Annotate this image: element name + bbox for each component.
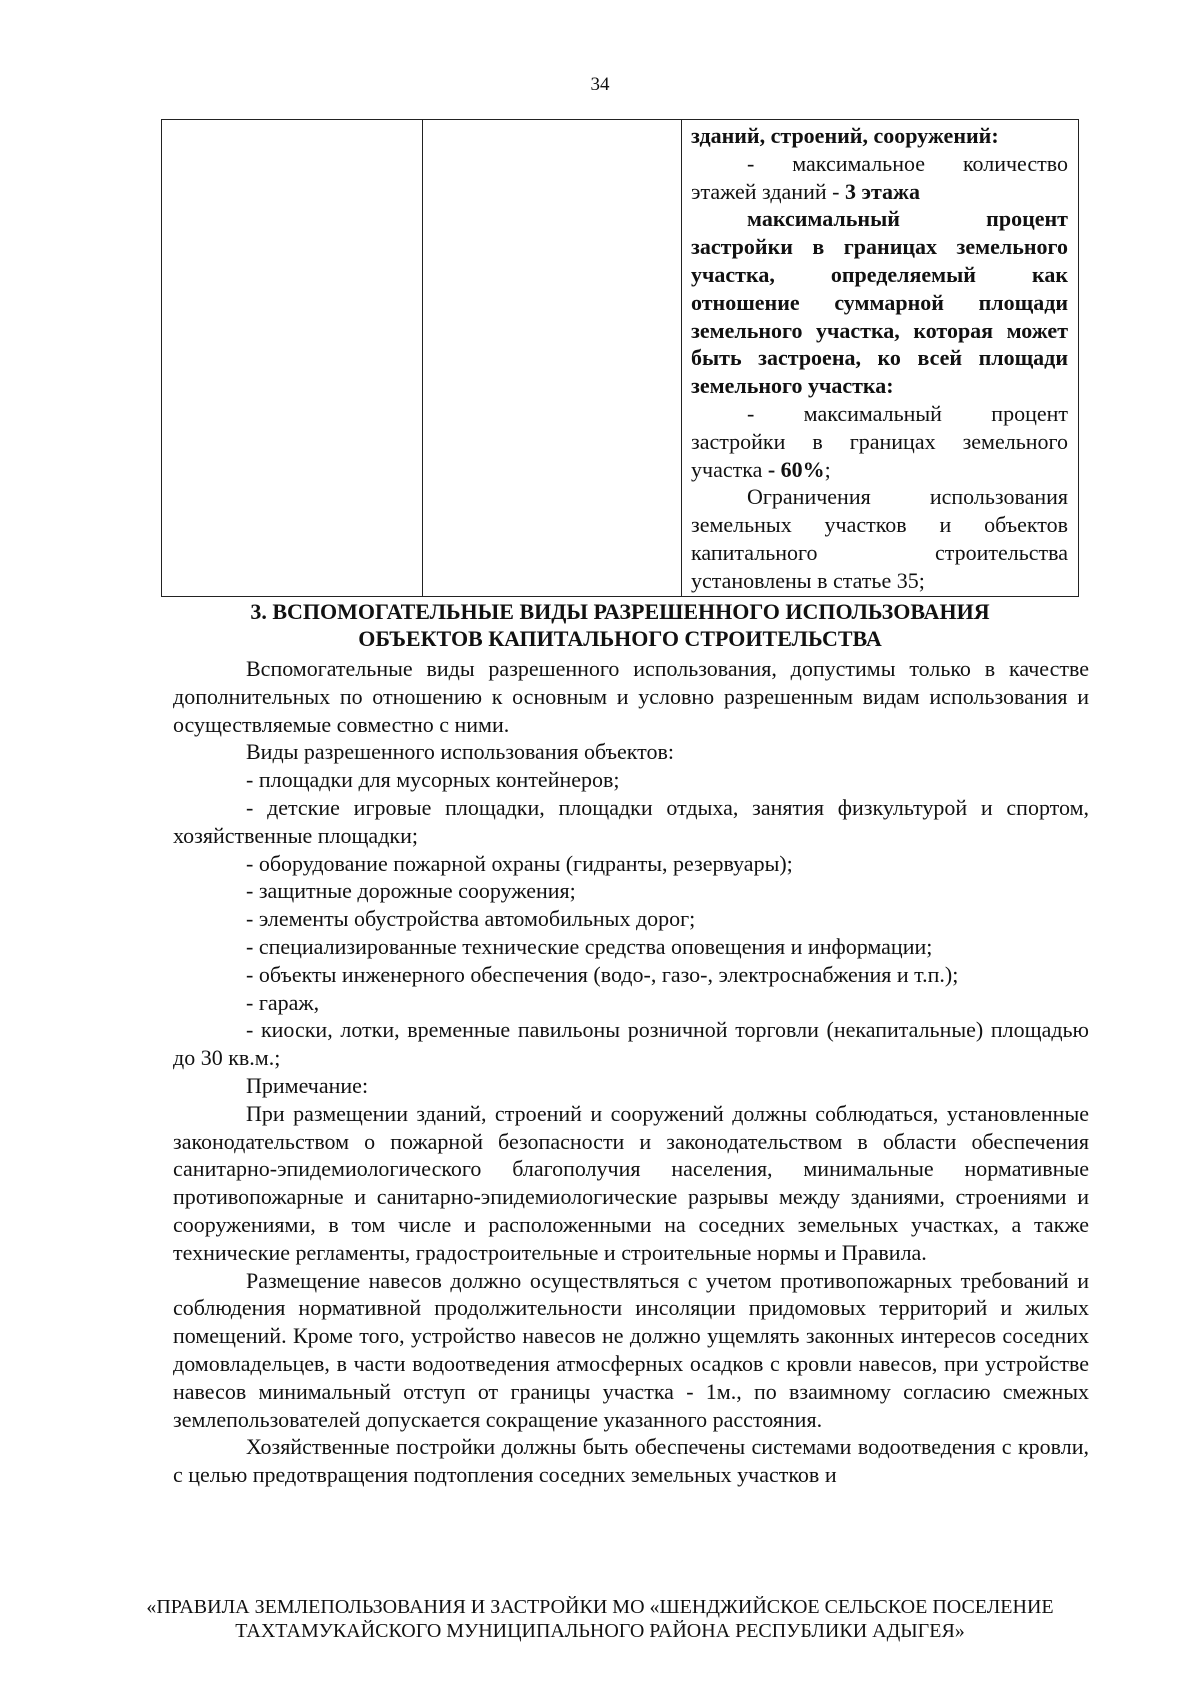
floors-text: - максимальное количество этажей зданий - [691,150,1068,204]
page-number: 34 [590,74,610,95]
coverage-value: - 60% [767,456,825,482]
list-item: - защитные дорожные сооружения; [246,878,576,904]
section-body [173,655,1089,1489]
note-label: Примечание: [246,1072,369,1098]
restrictions-paragraph: Ограничения использования земельных участков и объектов капитального строительства установлены в статье 35; [691,484,1068,593]
paragraph: Размещение навесов должно осуществляться с учетом противопожарных требований и соблюдения нормативной продолжительности инсоляции придомовых территорий и жилых помещений. Кроме того, устройство навесов не должно ущемлять законных интересов соседних домовладельцев, в части водоотведения атмосферных осадков с кровли навесов, при устройстве навесов минимальный отступ от границы участка - 1м., по взаимному согласию смежных землепользователей допускается сокращение указанного расстояния. [173,1267,1089,1432]
regulations-table [161,119,1079,597]
page-footer [100,1595,1100,1643]
list-item: - площадки для мусорных контейнеров; [246,767,620,793]
coverage-suffix: ; [824,456,831,482]
list-item: - киоски, лотки, временные павильоны розничной торговли (некапитальные) площадью до 30 кв.м.; [173,1017,1089,1071]
list-item: - детские игровые площадки, площадки отдыха, занятия физкультурой и спортом, хозяйственные площадки; [173,794,1089,848]
list-item: - элементы обустройства автомобильных дорог; [246,906,696,932]
footer-line-1: «ПРАВИЛА ЗЕМЛЕПОЛЬЗОВАНИЯ И ЗАСТРОЙКИ МО «ШЕНДЖИЙСКОЕ СЕЛЬСКОЕ ПОСЕЛЕНИЕ [146,1596,1054,1618]
list-item: - специализированные технические средства оповещения и информации; [246,933,933,959]
paragraph: Хозяйственные постройки должны быть обеспечены системами водоотведения с кровли, с целью предотвращения подтопления соседних земельных участков и [173,1434,1089,1488]
paragraph: Виды разрешенного использования объектов: [246,739,675,765]
heading-line-2: ОБЪЕКТОВ КАПИТАЛЬНОГО СТРОИТЕЛЬСТВА [358,626,882,651]
paragraph: Вспомогательные виды разрешенного использования, допустимы только в качестве дополнительных по отношению к основным и условно разрешенным видам использования и осуществляемые совместно с ними. [173,656,1089,737]
table-cell-parameters [682,120,1078,596]
list-item: - объекты инженерного обеспечения (водо-, газо-, электроснабжения и т.п.); [246,961,959,987]
table-cell-empty-2 [423,120,682,596]
coverage-heading: максимальный процент застройки в границах земельного участка, определяемый как отношение суммарной площади земельного участка, которая может быть застроена, ко всей площади земельного участка: [691,206,1068,399]
paragraph: При размещении зданий, строений и сооружений должны соблюдаться, установленные законодательством о пожарной безопасности и законодательством в области обеспечения санитарно-эпидемиологического благополучия населения, минимальные нормативные противопожарные и санитарно-эпидемиологические разрывы между зданиями, строениями и сооружениями, в том числе и расположенными на соседних земельных участках, а также технические регламенты, градостроительные и строительные нормы и Правила. [173,1100,1089,1265]
section-heading [161,598,1079,652]
floors-paragraph [691,150,1068,206]
heading-line-1: 3. ВСПОМОГАТЕЛЬНЫЕ ВИДЫ РАЗРЕШЕННОГО ИСПОЛЬЗОВАНИЯ [250,599,990,624]
coverage-text: - максимальный процент застройки в границах земельного участка [691,400,1068,482]
floors-value: 3 этажа [844,178,920,204]
list-item: - оборудование пожарной охраны (гидранты, резервуары); [246,850,793,876]
list-item: - гараж, [246,989,320,1015]
coverage-paragraph [691,400,1068,483]
cell-title: зданий, строений, сооружений: [691,123,999,148]
table-cell-empty-1 [162,120,423,596]
footer-line-2: ТАХТАМУКАЙСКОГО МУНИЦИПАЛЬНОГО РАЙОНА РЕСПУБЛИКИ АДЫГЕЯ» [235,1620,965,1642]
